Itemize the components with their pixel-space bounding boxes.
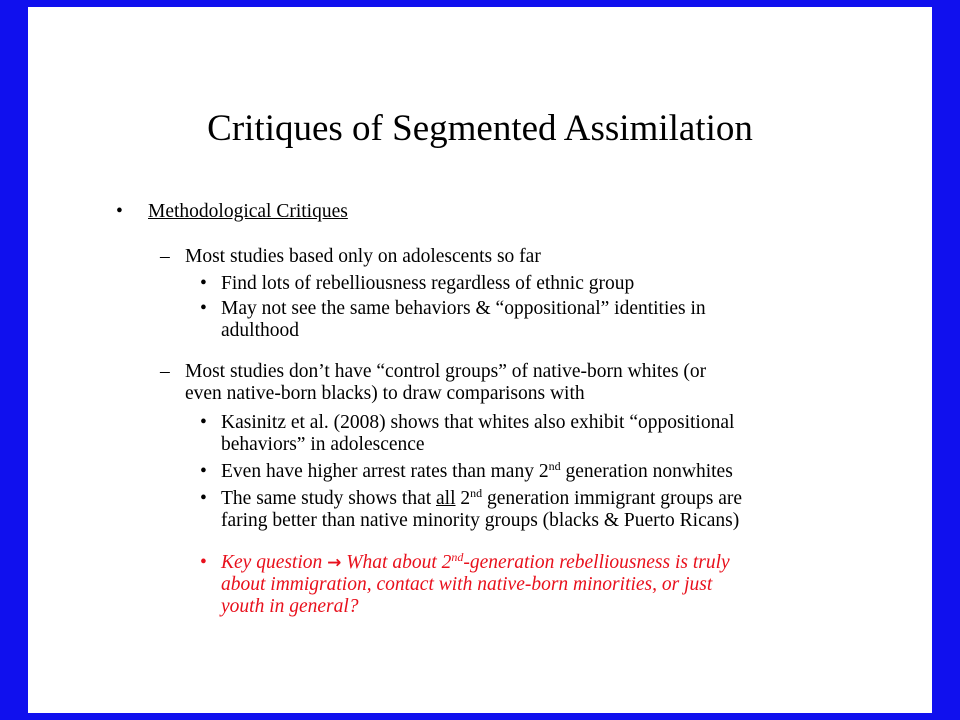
arrow-right-icon: → <box>327 553 342 573</box>
group1-item-line1: May not see the same behaviors & “oppositional” identities in <box>221 298 706 319</box>
group2-item-line2: faring better than native minority groups (blacks & Puerto Ricans) <box>221 510 740 531</box>
group1-heading: Most studies based only on adolescents so far <box>185 246 541 267</box>
dash-marker: – <box>160 246 170 267</box>
group1-item-line2: adulthood <box>221 320 299 341</box>
bullet-marker: • <box>116 201 123 222</box>
bullet-marker: • <box>200 412 207 433</box>
key-question-line3: youth in general? <box>221 596 359 617</box>
group2-heading-line2: even native-born blacks) to draw comparisons with <box>185 383 585 404</box>
group2-item-line1: The same study shows that all 2nd generation immigrant groups are <box>221 486 743 509</box>
bullet-marker: • <box>200 298 207 319</box>
bullet-marker: • <box>200 488 207 509</box>
bullet-marker: • <box>200 552 207 573</box>
group2-item-line1: Kasinitz et al. (2008) shows that whites also exhibit “oppositional <box>221 412 735 433</box>
slide-title: Critiques of Segmented Assimilation <box>207 108 753 149</box>
group1-item: Find lots of rebelliousness regardless of ethnic group <box>221 273 635 294</box>
group2-item-line2: behaviors” in adolescence <box>221 434 425 455</box>
bullet-marker: • <box>200 273 207 294</box>
section-heading: Methodological Critiques <box>148 201 348 222</box>
dash-marker: – <box>160 361 170 382</box>
bullet-marker: • <box>200 461 207 482</box>
group2-item: Even have higher arrest rates than many 2nd generation nonwhites <box>221 459 733 482</box>
key-question-line1: Key question → What about 2nd-generation rebelliousness is truly <box>221 550 730 573</box>
group2-heading-line1: Most studies don’t have “control groups” of native-born whites (or <box>185 361 707 382</box>
key-question-line2: about immigration, contact with native-born minorities, or just <box>221 574 713 595</box>
